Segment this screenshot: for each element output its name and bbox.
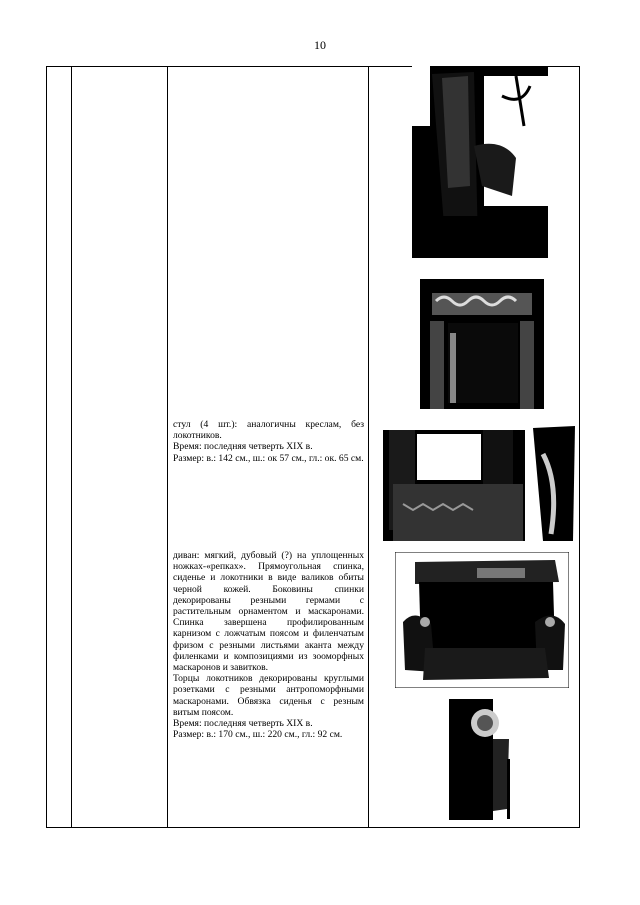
armrest-detail-photo xyxy=(449,699,515,820)
carved-back-photo xyxy=(420,273,544,409)
page-number: 10 xyxy=(314,38,326,52)
sofa-size: Размер: в.: 170 см., ш.: 220 см., гл.: 92 см. xyxy=(173,729,343,741)
chair-photo-1 xyxy=(412,66,548,258)
chair-time: Время: последняя четверть XIX в. xyxy=(173,441,313,453)
chair-description: стул (4 шт.): аналогичны креслам, без локотников. xyxy=(173,419,364,442)
chair-entry xyxy=(173,419,364,464)
sofa-description: диван: мягкий, дубовый (?) на уплощенных ножках-«репках». Прямоугольная спинка, сиденье и локотники в виде валиков обиты черной кожей. Боковины спинки декорированы резными гермами с растительным орнаментом и маскаронами. Спинка завершена профилированным карнизом с ложчатым поясом и филенчатым фризом с резными листьями аканта между филенками и композициями из зооморфных маскаронов и завитков. xyxy=(173,550,364,674)
sofa-entry xyxy=(173,550,364,740)
chair-photo-2 xyxy=(383,424,577,541)
column-divider xyxy=(368,67,369,827)
column-divider xyxy=(167,67,168,827)
sofa-photo-1 xyxy=(395,552,569,688)
sofa-description-2: Торцы локотников декорированы круглыми розетками с резными антропоморфными маскаронами. Обвязка сиденья с резным витым поясом. xyxy=(173,673,364,718)
chair-size: Размер: в.: 142 см., ш.: ок 57 см., гл.: ок. 65 см. xyxy=(173,452,364,464)
sofa-time: Время: последняя четверть XIX в. xyxy=(173,718,313,730)
column-divider xyxy=(71,67,72,827)
